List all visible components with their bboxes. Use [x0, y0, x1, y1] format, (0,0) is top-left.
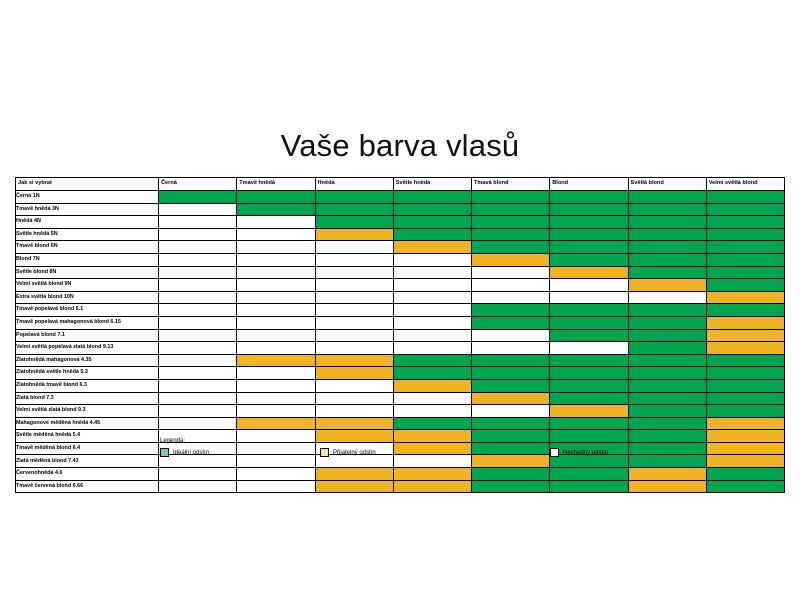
matrix-row-label: Blond 7N	[16, 253, 159, 266]
matrix-cell	[550, 468, 628, 481]
matrix-cell	[393, 316, 471, 329]
matrix-cell	[159, 342, 237, 355]
matrix-cell	[706, 379, 784, 392]
matrix-row-label: Velmi světlá zlatá blond 9.3	[16, 405, 159, 418]
matrix-row-label: Světle blond 8N	[16, 266, 159, 279]
matrix-cell	[315, 367, 393, 380]
legend	[160, 438, 720, 457]
matrix-cell	[706, 480, 784, 493]
matrix-cell	[237, 354, 315, 367]
table-row	[16, 228, 785, 241]
matrix-row-label: Velmi světlá blond 9N	[16, 279, 159, 292]
legend-item-ideal	[160, 448, 320, 457]
matrix-cell	[550, 392, 628, 405]
matrix-cell	[472, 253, 550, 266]
table-row	[16, 316, 785, 329]
matrix-cell	[237, 216, 315, 229]
matrix-cell	[628, 379, 706, 392]
matrix-cell	[237, 191, 315, 204]
matrix-cell	[237, 291, 315, 304]
matrix-cell	[237, 304, 315, 317]
matrix-cell	[550, 191, 628, 204]
matrix-cell	[628, 392, 706, 405]
matrix-cell	[628, 468, 706, 481]
matrix-cell	[550, 329, 628, 342]
matrix-cell	[472, 468, 550, 481]
matrix-corner-label: Jak si vybrat	[16, 178, 159, 191]
matrix-cell	[628, 191, 706, 204]
matrix-cell	[159, 468, 237, 481]
table-row	[16, 405, 785, 418]
matrix-cell	[550, 266, 628, 279]
matrix-cell	[237, 392, 315, 405]
table-row	[16, 253, 785, 266]
matrix-cell	[315, 228, 393, 241]
table-row	[16, 342, 785, 355]
matrix-cell	[315, 279, 393, 292]
matrix-cell	[472, 329, 550, 342]
matrix-row-label: Zlatá blond 7.3	[16, 392, 159, 405]
matrix-cell	[159, 304, 237, 317]
matrix-row-label: Zlatohnědá mahagonová 4.35	[16, 354, 159, 367]
matrix-cell	[237, 228, 315, 241]
matrix-cell	[550, 253, 628, 266]
matrix-cell	[159, 405, 237, 418]
matrix-cell	[237, 203, 315, 216]
matrix-cell	[628, 241, 706, 254]
legend-label-unsuitable: Nevhodný odstín	[563, 449, 609, 456]
matrix-row-label: Tmavě blond 6N	[16, 241, 159, 254]
matrix-col-header: Hnědá	[315, 178, 393, 191]
matrix-cell	[315, 253, 393, 266]
matrix-cell	[237, 405, 315, 418]
matrix-header	[16, 178, 785, 191]
matrix-cell	[628, 291, 706, 304]
matrix-cell	[472, 203, 550, 216]
matrix-cell	[393, 392, 471, 405]
matrix-cell	[393, 203, 471, 216]
matrix-cell	[393, 191, 471, 204]
matrix-col-header: Černá	[159, 178, 237, 191]
table-row	[16, 480, 785, 493]
matrix-cell	[159, 216, 237, 229]
matrix-cell	[550, 367, 628, 380]
matrix-cell	[628, 279, 706, 292]
matrix-cell	[393, 279, 471, 292]
matrix-cell	[472, 417, 550, 430]
matrix-cell	[393, 354, 471, 367]
matrix-cell	[628, 316, 706, 329]
matrix-row-label: Tmavě měděná blond 6.4	[16, 442, 159, 455]
matrix-cell	[315, 468, 393, 481]
matrix-cell	[472, 367, 550, 380]
page-title: Vaše barva vlasů	[280, 128, 520, 163]
matrix-cell	[628, 266, 706, 279]
matrix-cell	[315, 379, 393, 392]
matrix-cell	[472, 480, 550, 493]
matrix-cell	[159, 266, 237, 279]
matrix-cell	[706, 279, 784, 292]
matrix-cell	[628, 405, 706, 418]
matrix-cell	[472, 241, 550, 254]
matrix-cell	[159, 241, 237, 254]
matrix-cell	[550, 203, 628, 216]
matrix-cell	[706, 253, 784, 266]
matrix-cell	[393, 304, 471, 317]
matrix-cell	[237, 241, 315, 254]
matrix-cell	[159, 228, 237, 241]
matrix-cell	[550, 354, 628, 367]
matrix-col-header: Tmavě hnědá	[237, 178, 315, 191]
matrix-header-row	[16, 178, 785, 191]
matrix-cell	[393, 379, 471, 392]
matrix-cell	[706, 203, 784, 216]
matrix-cell	[315, 417, 393, 430]
table-row	[16, 266, 785, 279]
matrix-cell	[628, 417, 706, 430]
matrix-cell	[628, 228, 706, 241]
matrix-cell	[237, 279, 315, 292]
legend-title: Legenda:	[160, 438, 186, 444]
matrix-cell	[628, 253, 706, 266]
matrix-cell	[472, 405, 550, 418]
matrix-cell	[237, 379, 315, 392]
matrix-row-label: Popelavá blond 7.1	[16, 329, 159, 342]
matrix-cell	[472, 291, 550, 304]
matrix-col-header: Blond	[550, 178, 628, 191]
matrix-row-label: Světle měděná hnědá 5.4	[16, 430, 159, 443]
table-row	[16, 304, 785, 317]
matrix-row-label: Tmavě popelavá blond 6.1	[16, 304, 159, 317]
matrix-cell	[472, 392, 550, 405]
matrix-cell	[706, 316, 784, 329]
matrix-row-label: Zlatohnědá světle hnědá 5.3	[16, 367, 159, 380]
matrix-cell	[706, 354, 784, 367]
matrix-row-label: Tmavě červená blond 6.66	[16, 480, 159, 493]
matrix-col-header: Tmavá blond	[472, 178, 550, 191]
matrix-cell	[393, 266, 471, 279]
matrix-cell	[706, 342, 784, 355]
matrix-cell	[628, 354, 706, 367]
matrix-cell	[315, 216, 393, 229]
matrix-cell	[315, 203, 393, 216]
matrix-cell	[706, 392, 784, 405]
matrix-cell	[237, 417, 315, 430]
matrix-col-header: Světlá blond	[628, 178, 706, 191]
matrix-cell	[393, 291, 471, 304]
legend-item-unsuitable	[550, 448, 710, 457]
matrix-row-label: Černá 1N	[16, 191, 159, 204]
matrix-cell	[706, 266, 784, 279]
matrix-cell	[237, 316, 315, 329]
matrix-row-label: Světle hnědá 5N	[16, 228, 159, 241]
matrix-cell	[550, 228, 628, 241]
matrix-cell	[159, 354, 237, 367]
matrix-row-label: Extra světlá blond 10N	[16, 291, 159, 304]
table-row	[16, 379, 785, 392]
matrix-row-label: Zlatohnědá tmavě blond 6.3	[16, 379, 159, 392]
table-row	[16, 203, 785, 216]
matrix-cell	[472, 342, 550, 355]
matrix-cell	[237, 329, 315, 342]
matrix-cell	[706, 216, 784, 229]
matrix-cell	[628, 216, 706, 229]
legend-items	[160, 448, 720, 457]
matrix-row-label: Mahagonové měděná hnědá 4.45	[16, 417, 159, 430]
matrix-cell	[472, 228, 550, 241]
matrix-cell	[628, 367, 706, 380]
matrix-cell	[550, 279, 628, 292]
matrix-cell	[472, 266, 550, 279]
matrix-cell	[159, 379, 237, 392]
matrix-cell	[237, 253, 315, 266]
matrix-cell	[706, 191, 784, 204]
matrix-cell	[472, 216, 550, 229]
matrix-row-label: Zlatá měděná blond 7.43	[16, 455, 159, 468]
matrix-cell	[706, 468, 784, 481]
matrix-cell	[628, 342, 706, 355]
legend-label-ideal: Ideální odstín	[173, 449, 210, 456]
matrix-cell	[706, 329, 784, 342]
matrix-col-header: Světle hnědá	[393, 178, 471, 191]
matrix-cell	[472, 279, 550, 292]
matrix-cell	[237, 367, 315, 380]
matrix-cell	[159, 316, 237, 329]
legend-item-acceptable	[320, 448, 550, 457]
matrix-cell	[159, 480, 237, 493]
matrix-cell	[315, 480, 393, 493]
matrix-cell	[315, 329, 393, 342]
matrix-cell	[393, 480, 471, 493]
matrix-cell	[472, 316, 550, 329]
matrix-cell	[706, 228, 784, 241]
legend-label-acceptable: Přijatelný odstín	[333, 449, 376, 456]
table-row	[16, 367, 785, 380]
matrix-cell	[237, 468, 315, 481]
table-row	[16, 354, 785, 367]
matrix-cell	[472, 191, 550, 204]
matrix-cell	[159, 203, 237, 216]
matrix-cell	[237, 342, 315, 355]
matrix-cell	[550, 379, 628, 392]
matrix-cell	[393, 228, 471, 241]
matrix-row-label: Tmavě popelavá mahagonová blond 6.15	[16, 316, 159, 329]
table-row	[16, 468, 785, 481]
matrix-cell	[315, 304, 393, 317]
matrix-cell	[393, 342, 471, 355]
matrix-cell	[550, 241, 628, 254]
matrix-cell	[706, 417, 784, 430]
matrix-row-label: Velmi světlá popelavá zlatá blond 9.13	[16, 342, 159, 355]
matrix-cell	[159, 191, 237, 204]
table-row	[16, 216, 785, 229]
matrix-cell	[550, 291, 628, 304]
matrix-cell	[550, 405, 628, 418]
matrix-cell	[315, 354, 393, 367]
matrix-cell	[393, 241, 471, 254]
matrix-cell	[393, 253, 471, 266]
matrix-cell	[472, 379, 550, 392]
matrix-cell	[706, 304, 784, 317]
matrix-cell	[393, 417, 471, 430]
matrix-cell	[550, 480, 628, 493]
table-row	[16, 392, 785, 405]
matrix-cell	[315, 291, 393, 304]
matrix-cell	[550, 417, 628, 430]
matrix-cell	[550, 342, 628, 355]
matrix-cell	[315, 316, 393, 329]
table-row	[16, 329, 785, 342]
matrix-cell	[237, 480, 315, 493]
table-row	[16, 191, 785, 204]
matrix-cell	[628, 329, 706, 342]
matrix-cell	[315, 241, 393, 254]
matrix-cell	[706, 291, 784, 304]
matrix-cell	[237, 266, 315, 279]
matrix-row-label: Červenohnědá 4.6	[16, 468, 159, 481]
matrix-cell	[159, 329, 237, 342]
matrix-cell	[628, 203, 706, 216]
legend-swatch-acceptable-icon	[320, 448, 329, 457]
matrix-cell	[315, 342, 393, 355]
table-row	[16, 241, 785, 254]
table-row	[16, 279, 785, 292]
matrix-cell	[159, 367, 237, 380]
legend-swatch-ideal-icon	[160, 448, 169, 457]
matrix-cell	[315, 266, 393, 279]
matrix-cell	[159, 392, 237, 405]
matrix-cell	[159, 253, 237, 266]
matrix-cell	[315, 392, 393, 405]
matrix-cell	[628, 304, 706, 317]
matrix-cell	[550, 316, 628, 329]
matrix-cell	[159, 279, 237, 292]
table-row	[16, 291, 785, 304]
matrix-cell	[393, 367, 471, 380]
matrix-cell	[550, 216, 628, 229]
matrix-cell	[393, 405, 471, 418]
matrix-col-header: Velmi světlá blond	[706, 178, 784, 191]
matrix-row-label: Hnědá 4N	[16, 216, 159, 229]
matrix-cell	[706, 405, 784, 418]
matrix-cell	[393, 216, 471, 229]
matrix-cell	[472, 354, 550, 367]
matrix-cell	[315, 191, 393, 204]
matrix-cell	[159, 291, 237, 304]
matrix-cell	[393, 329, 471, 342]
matrix-cell	[550, 304, 628, 317]
matrix-cell	[315, 405, 393, 418]
matrix-row-label: Tmavě hnědá 3N	[16, 203, 159, 216]
legend-swatch-unsuitable-icon	[550, 448, 559, 457]
table-row	[16, 417, 785, 430]
matrix-cell	[472, 304, 550, 317]
matrix-cell	[628, 480, 706, 493]
matrix-cell	[159, 417, 237, 430]
matrix-cell	[393, 468, 471, 481]
matrix-cell	[706, 241, 784, 254]
matrix-cell	[706, 367, 784, 380]
